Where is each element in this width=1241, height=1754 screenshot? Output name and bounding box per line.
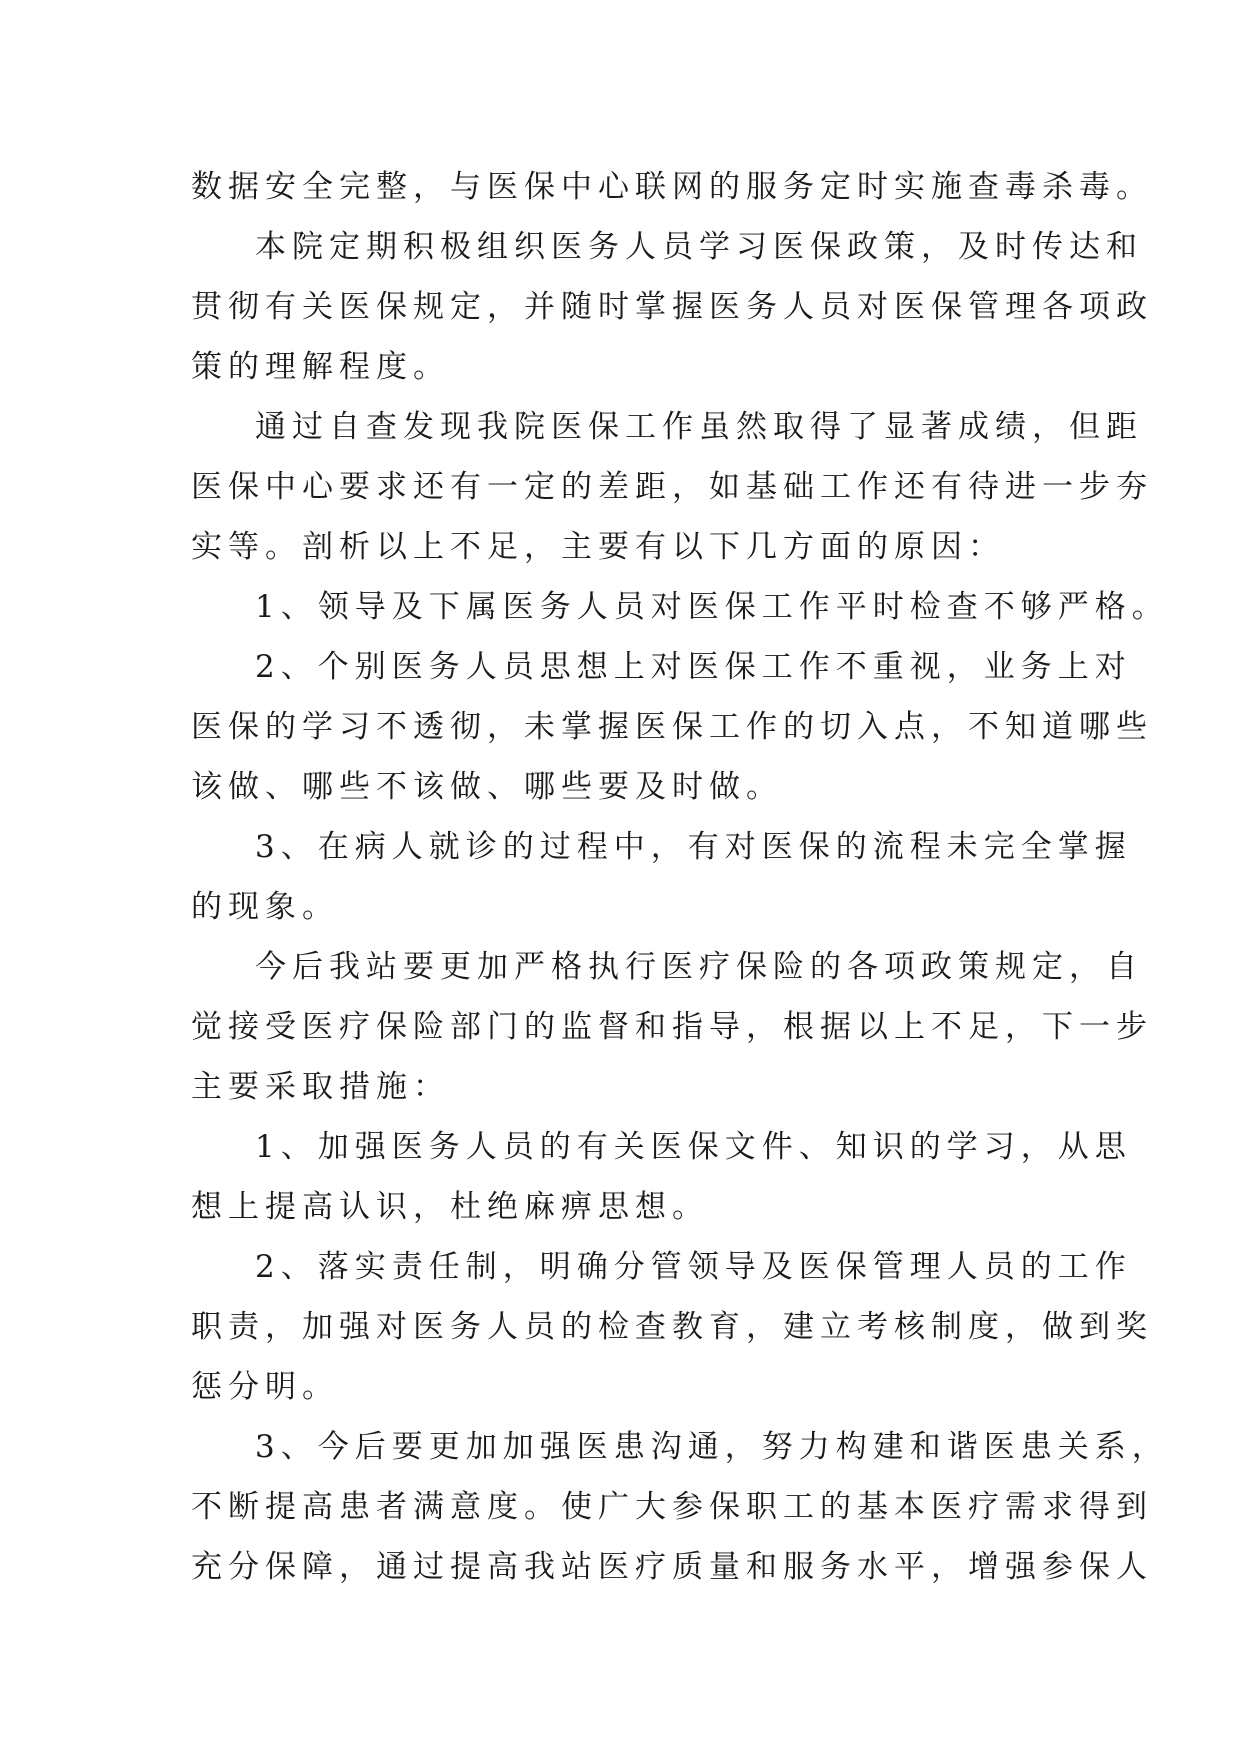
paragraph-start-line: 通过自查发现我院医保工作虽然取得了显著成绩，但距 <box>255 409 1143 445</box>
text-line: 主要采取措施： <box>191 1069 450 1105</box>
text-line: 策的理解程度。 <box>191 349 450 385</box>
text-line: 充分保障，通过提高我站医疗质量和服务水平，增强参保人 <box>191 1549 1153 1585</box>
text-line: 不断提高患者满意度。使广大参保职工的基本医疗需求得到 <box>191 1489 1153 1525</box>
text-line: 惩分明。 <box>191 1369 339 1405</box>
list-item-line: 2、个别医务人员思想上对医保工作不重视，业务上对 <box>255 649 1132 685</box>
text-line: 医保的学习不透彻，未掌握医保工作的切入点，不知道哪些 <box>191 709 1153 745</box>
list-item-line: 3、今后要更加加强医患沟通，努力构建和谐医患关系， <box>255 1429 1169 1465</box>
list-item-line: 1、加强医务人员的有关医保文件、知识的学习，从思 <box>255 1129 1132 1165</box>
paragraph-start-line: 本院定期积极组织医务人员学习医保政策，及时传达和 <box>255 229 1143 265</box>
list-item-line: 3、在病人就诊的过程中，有对医保的流程未完全掌握 <box>255 829 1132 865</box>
text-line: 觉接受医疗保险部门的监督和指导，根据以上不足，下一步 <box>191 1009 1153 1045</box>
list-item-line: 2、落实责任制，明确分管领导及医保管理人员的工作 <box>255 1249 1132 1285</box>
document-body <box>191 157 1169 1597</box>
list-item-line: 1、领导及下属医务人员对医保工作平时检查不够严格。 <box>255 589 1169 625</box>
text-line: 职责，加强对医务人员的检查教育，建立考核制度，做到奖 <box>191 1309 1153 1345</box>
text-line: 的现象。 <box>191 889 339 925</box>
text-line: 医保中心要求还有一定的差距，如基础工作还有待进一步夯 <box>191 469 1153 505</box>
text-line: 实等。剖析以上不足，主要有以下几方面的原因： <box>191 529 1005 565</box>
text-line: 贯彻有关医保规定，并随时掌握医务人员对医保管理各项政 <box>191 289 1153 325</box>
text-line: 该做、哪些不该做、哪些要及时做。 <box>191 769 783 805</box>
text-line: 想上提高认识，杜绝麻痹思想。 <box>191 1189 709 1225</box>
text-line: 数据安全完整，与医保中心联网的服务定时实施查毒杀毒。 <box>191 169 1153 205</box>
paragraph-start-line: 今后我站要更加严格执行医疗保险的各项政策规定，自 <box>255 949 1143 985</box>
